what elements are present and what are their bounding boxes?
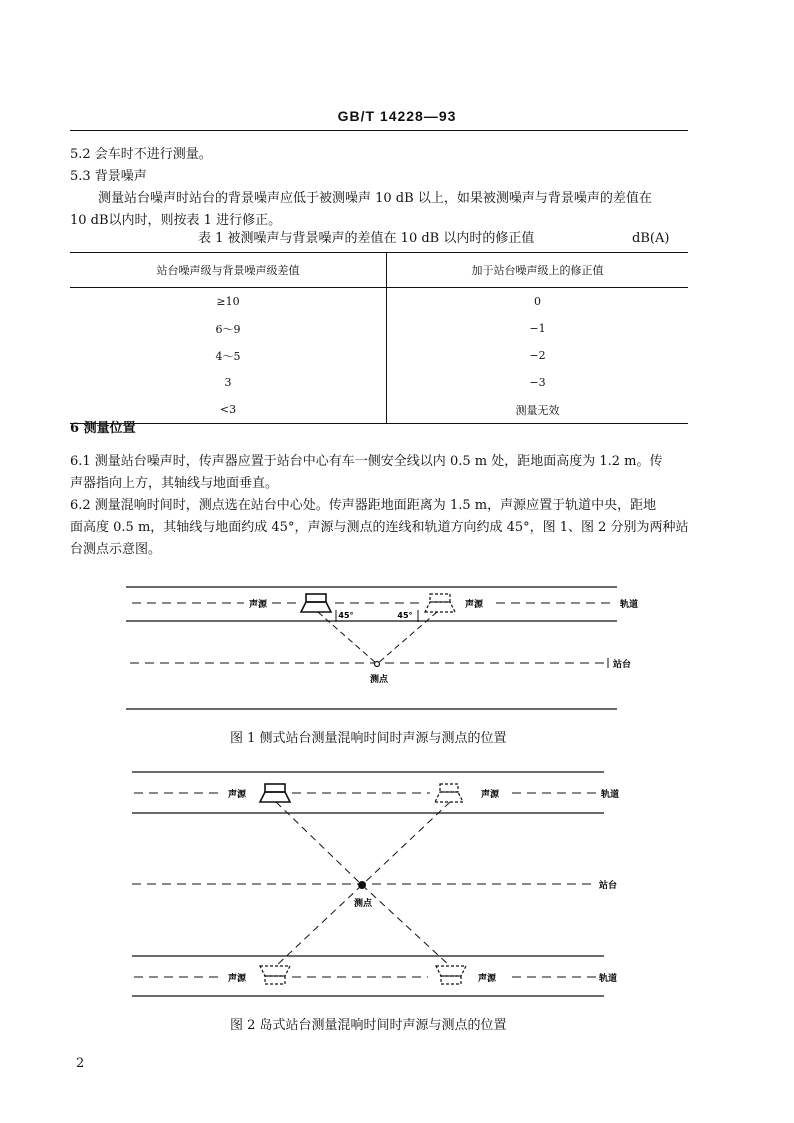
speaker-icon (436, 966, 466, 984)
fig2-track-bottom-label: 轨道 (598, 974, 618, 984)
figure1-caption: 图 1 侧式站台测量混响时间时声源与测点的位置 (230, 731, 507, 746)
section-6-heading: 6 测量位置 (70, 421, 136, 436)
fig1-source-right-label: 声源 (464, 600, 484, 610)
fig2-track-top-label: 轨道 (600, 790, 620, 800)
section-5-3-body-line2: 10 dB以内时，则按表 1 进行修正。 (70, 213, 282, 228)
table1-corr-cell: 测量无效 (515, 403, 560, 417)
table1-corr-cell: −2 (529, 349, 546, 362)
page-number: 2 (76, 1056, 85, 1071)
speaker-icon (435, 784, 463, 802)
table1-caption: 表 1 被测噪声与背景噪声的差值在 10 dB 以内时的修正值 (198, 231, 535, 246)
fig2-source-br-label: 声源 (477, 974, 497, 984)
header-rule (70, 130, 688, 131)
sight-line (276, 802, 362, 885)
table1-corr-cell: −3 (529, 376, 546, 389)
section-6-1-line2: 声器指向上方，其轴线与地面垂直。 (70, 476, 279, 491)
fig2-source-bl-label: 声源 (227, 974, 247, 984)
speaker-icon (301, 594, 331, 612)
table1-diff-cell: <3 (70, 396, 387, 424)
sight-line (362, 802, 450, 885)
section-5-2: 5.2 会车时不进行测量。 (70, 147, 212, 162)
measurement-point-marker (358, 881, 366, 889)
table-row (70, 396, 688, 424)
document-code-header: GB/T 14228—93 (337, 108, 457, 124)
sight-line (362, 885, 450, 966)
figure2-island-platform-diagram (0, 758, 794, 1008)
section-6-2-line1: 6.2 测量混响时间时，测点选在站台中心处。传声器距地面距离为 1.5 m，声源应置于轨道中央，距地 (70, 498, 657, 513)
fig2-source-tr-label: 声源 (480, 790, 500, 800)
table1-col2-header: 加于站台噪声级上的修正值 (387, 253, 689, 288)
table1-col1-header: 站台噪声级与背景噪声级差值 (70, 253, 387, 288)
section-6-2-line3: 台测点示意图。 (70, 542, 162, 557)
sight-line (276, 885, 362, 966)
speaker-icon (425, 594, 455, 612)
figure1-side-platform-diagram (0, 570, 794, 720)
speaker-icon (260, 784, 290, 802)
fig2-source-tl-label: 声源 (227, 790, 247, 800)
fig1-track-label: 轨道 (619, 600, 639, 610)
table1-diff-cell: ≥10 (70, 288, 387, 316)
table1-corr-cell: −1 (529, 322, 546, 335)
table-row (70, 369, 688, 396)
fig2-point-label: 测点 (353, 899, 373, 909)
section-5-3-heading: 5.3 背景噪声 (70, 169, 147, 184)
speaker-icon (260, 966, 290, 984)
figure2-caption: 图 2 岛式站台测量混响时间时声源与测点的位置 (230, 1018, 507, 1033)
table1-diff-cell: 6～9 (70, 315, 387, 342)
section-5-3-body-line1: 测量站台噪声时站台的背景噪声应低于被测噪声 10 dB 以上，如果被测噪声与背景噪声的差值在 (98, 191, 652, 206)
correction-table (70, 252, 688, 424)
fig1-angle-left: 45° (338, 611, 354, 620)
table1-diff-cell: 4～5 (70, 342, 387, 369)
table1-unit: dB(A) (632, 231, 670, 246)
fig1-platform-label: 站台 (612, 660, 632, 670)
fig1-point-label: 测点 (369, 675, 389, 685)
table1-corr-cell: 0 (534, 295, 541, 308)
table-row (70, 315, 688, 342)
fig2-platform-label: 站台 (598, 881, 618, 891)
section-6-1-line1: 6.1 测量站台噪声时，传声器应置于站台中心有车一侧安全线以内 0.5 m 处，距地面高度为 1.2 m。传 (70, 454, 663, 469)
fig1-source-left-label: 声源 (248, 600, 268, 610)
section-6-2-line2: 面高度 0.5 m，其轴线与地面约成 45°，声源与测点的连线和轨道方向约成 45°，图 1、图 2 分别为两种站 (70, 520, 689, 535)
measurement-point-marker (375, 662, 380, 667)
table1-diff-cell: 3 (70, 369, 387, 396)
fig1-angle-right: 45° (397, 611, 413, 620)
table-row (70, 288, 688, 316)
table-row (70, 342, 688, 369)
